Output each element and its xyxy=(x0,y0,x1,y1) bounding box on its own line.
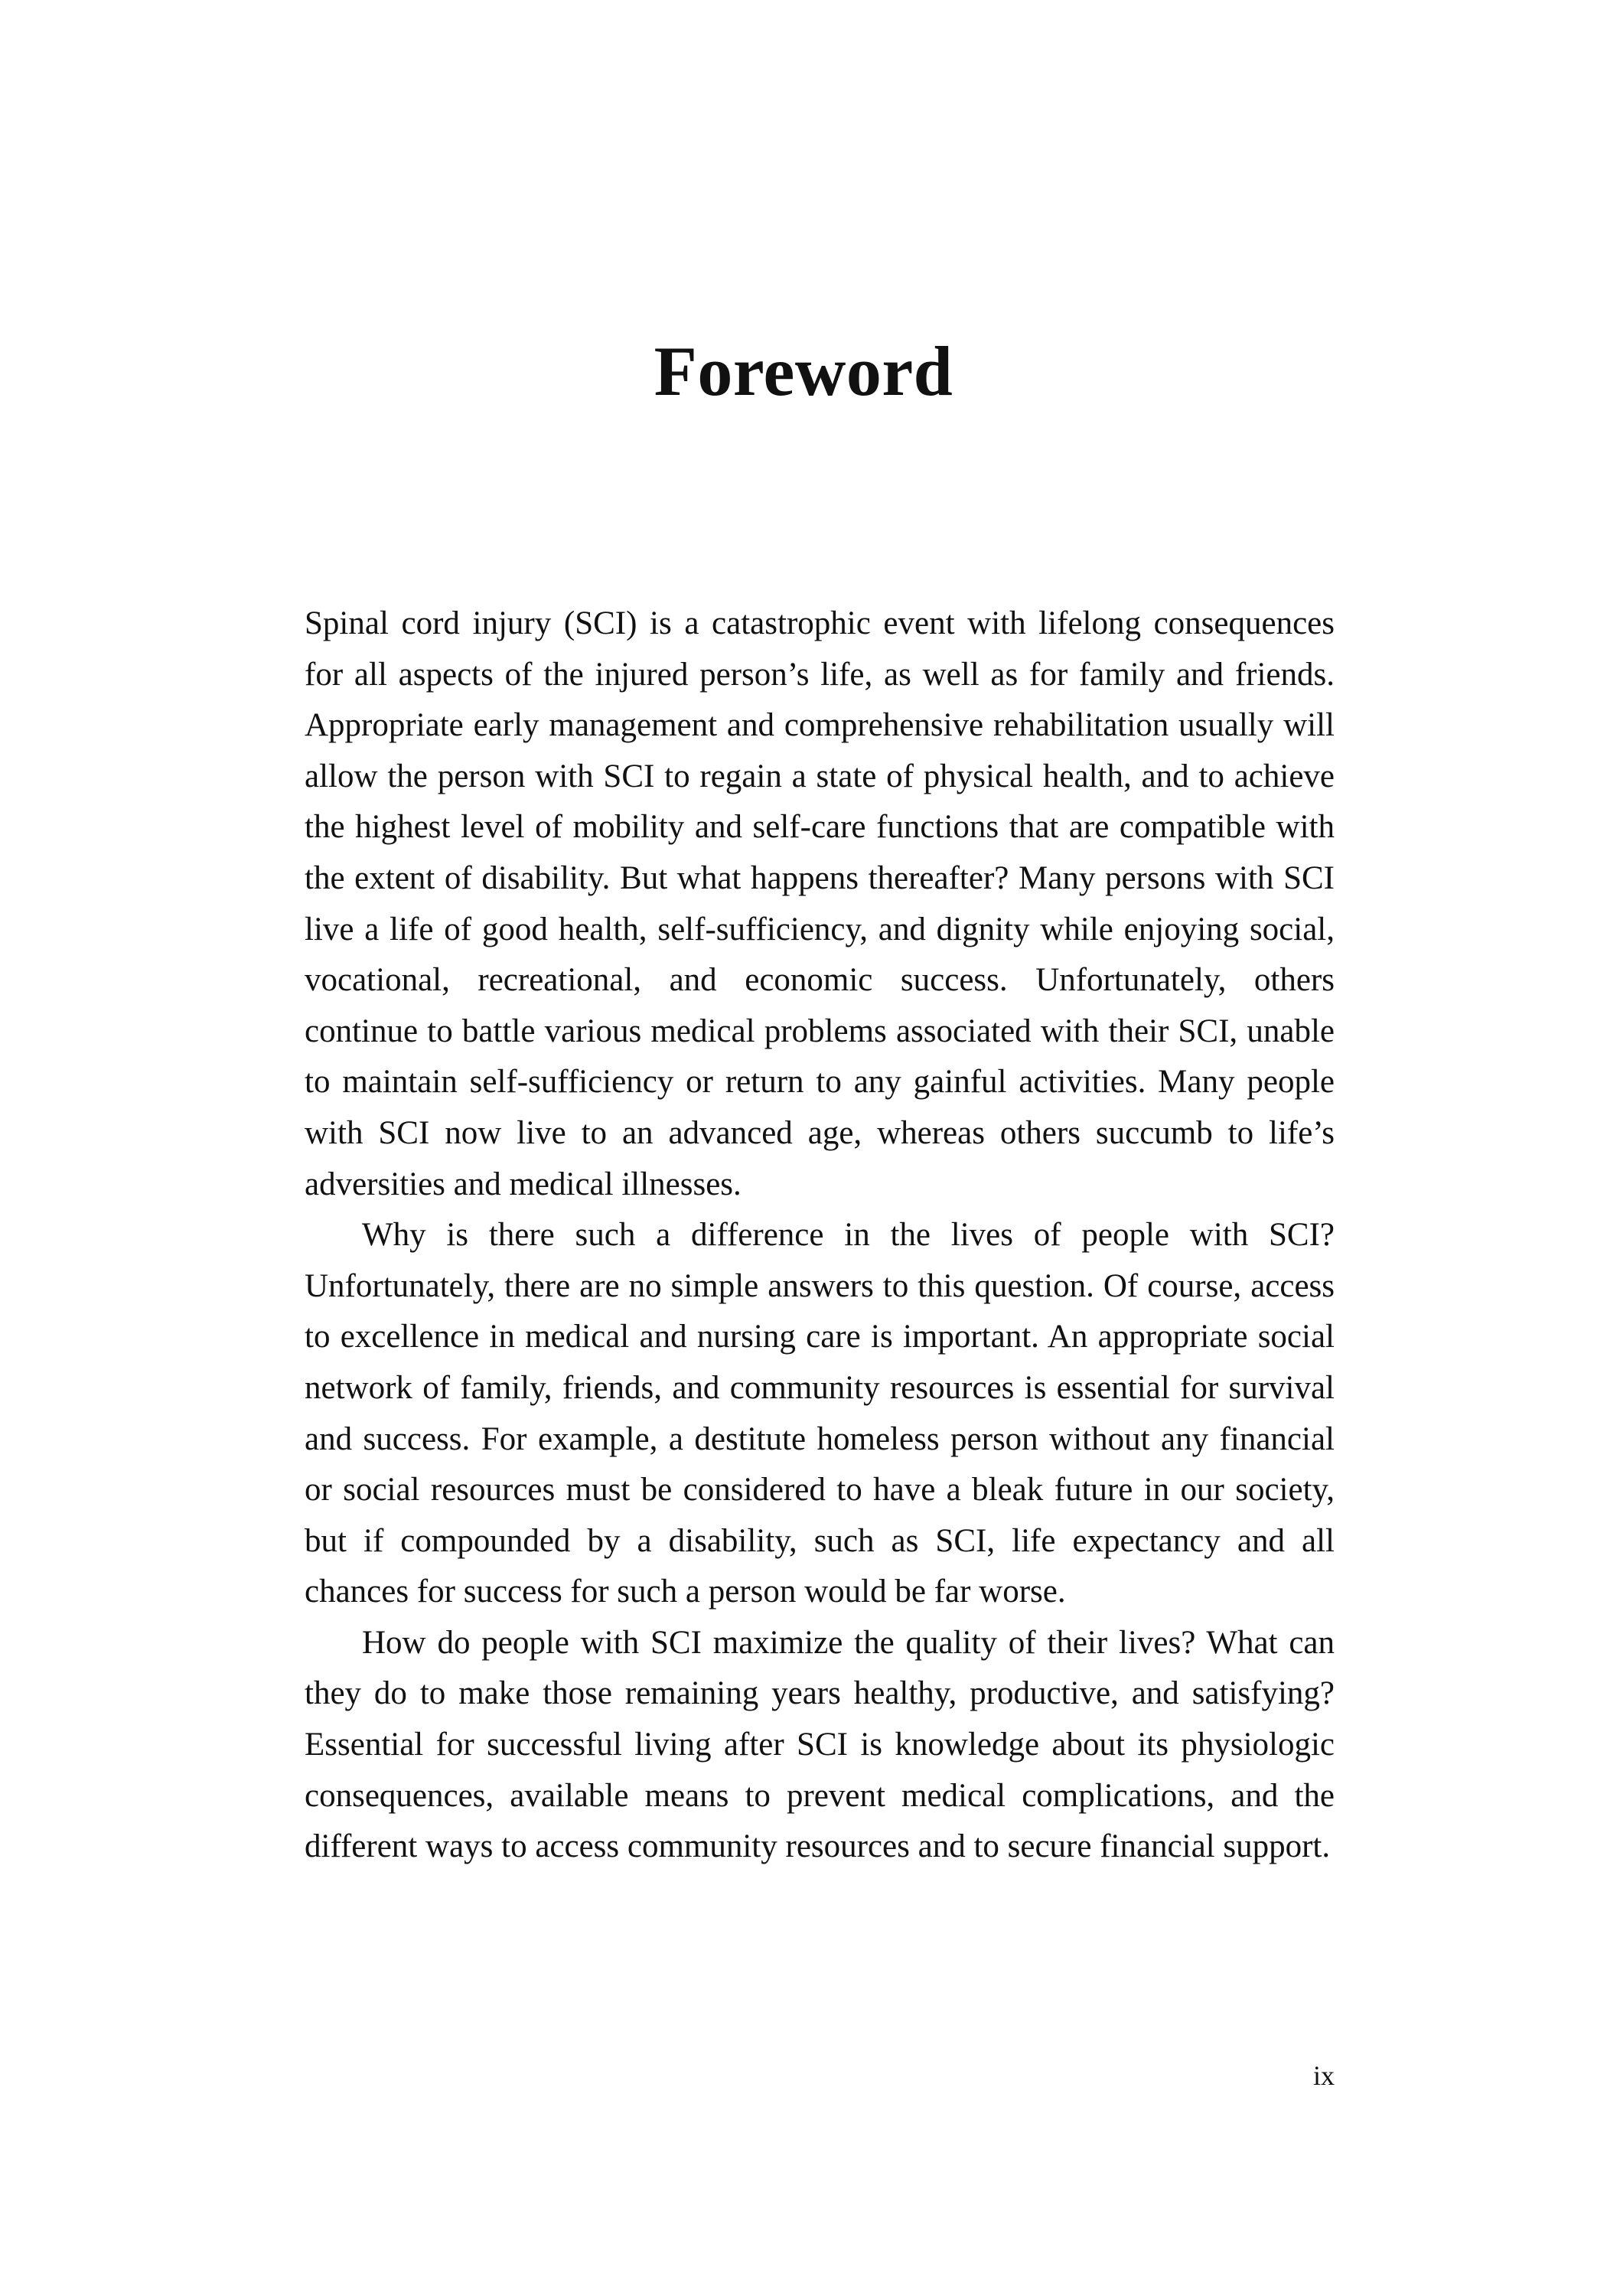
page-number: ix xyxy=(1312,2060,1335,2091)
paragraph-2: Why is there such a difference in the lives of people with SCI? Unfortunately, there are no simple answers to this question. Of course, access to excellence in medical and nursing care is important. An appropriate social network of family, friends, and community resources is essential for survival and success. For example, a destitute homeless person without any financial or social resources must be considered to have a bleak future in our society, but if compounded by a disability, such as SCI, life expectancy and all chances for success for such a person would be far worse. xyxy=(305,1217,1335,1610)
page-title: Foreword xyxy=(654,332,953,410)
foreword-body xyxy=(305,598,1335,1873)
paragraph-1: Spinal cord injury (SCI) is a catastrophic event with lifelong consequences for all aspects of the injured person’s life, as well as for family and friends. Appropriate early management and comprehensive rehabilitation usually will allow the person with SCI to regain a state of physical health, and to achieve the highest level of mobility and self-care functions that are compatible with the extent of disability. But what happens thereafter? Many persons with SCI live a life of good health, self-sufficiency, and dignity while enjoying social, vocational, recreational, and economic success. Unfortunately, others continue to battle various medical problems associated with their SCI, unable to maintain self-sufficiency or return to any gainful activities. Many people with SCI now live to an advanced age, whereas others succumb to life’s adversities and medical illnesses. xyxy=(305,605,1335,1202)
paragraph-3: How do people with SCI maximize the quality of their lives? What can they do to make those remaining years healthy, productive, and satisfying? Essential for successful living after SCI is knowledge about its physiologic consequences, available means to prevent medical complications, and the different ways to access community resources and to secure financial support. xyxy=(305,1624,1335,1865)
